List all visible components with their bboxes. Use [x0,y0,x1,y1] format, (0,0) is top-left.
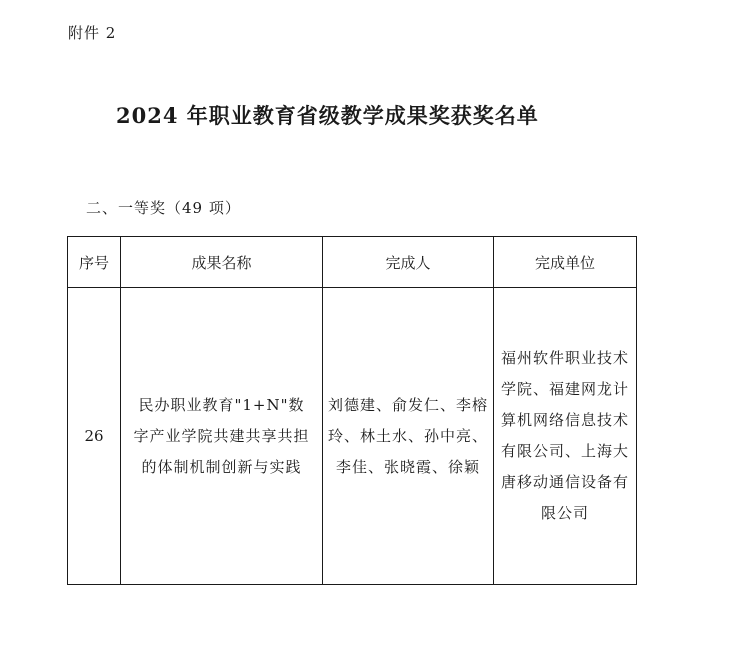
table-header-row [68,237,637,288]
attachment-label: 附件 2 [68,24,117,42]
row-completing-units-text: 福州软件职业技术学院、福建网龙计算机网络信息技术有限公司、上海大唐移动通信设备有限公司 [501,349,630,522]
row-completers [323,288,494,585]
header-project-name: 成果名称 [121,237,323,288]
header-completing-units: 完成单位 [494,237,637,288]
header-seq: 序号 [68,237,121,288]
row-completing-units [494,288,637,585]
award-table [67,236,637,585]
row-project-name [121,288,323,585]
row-completers-text: 刘德建、俞发仁、李榕玲、林土水、孙中亮、李佳、张晓霞、徐颖 [328,395,489,476]
document-title: 2024 年职业教育省级教学成果奖获奖名单 [116,103,539,128]
row-project-name-text: 民办职业教育"1+N"数字产业学院共建共享共担的体制机制创新与实践 [133,395,310,476]
section-heading: 二、一等奖（49 项） [86,199,241,217]
row-seq-text: 26 [84,427,104,445]
header-completers: 完成人 [323,237,494,288]
table-row [68,288,637,585]
row-seq [68,288,121,585]
